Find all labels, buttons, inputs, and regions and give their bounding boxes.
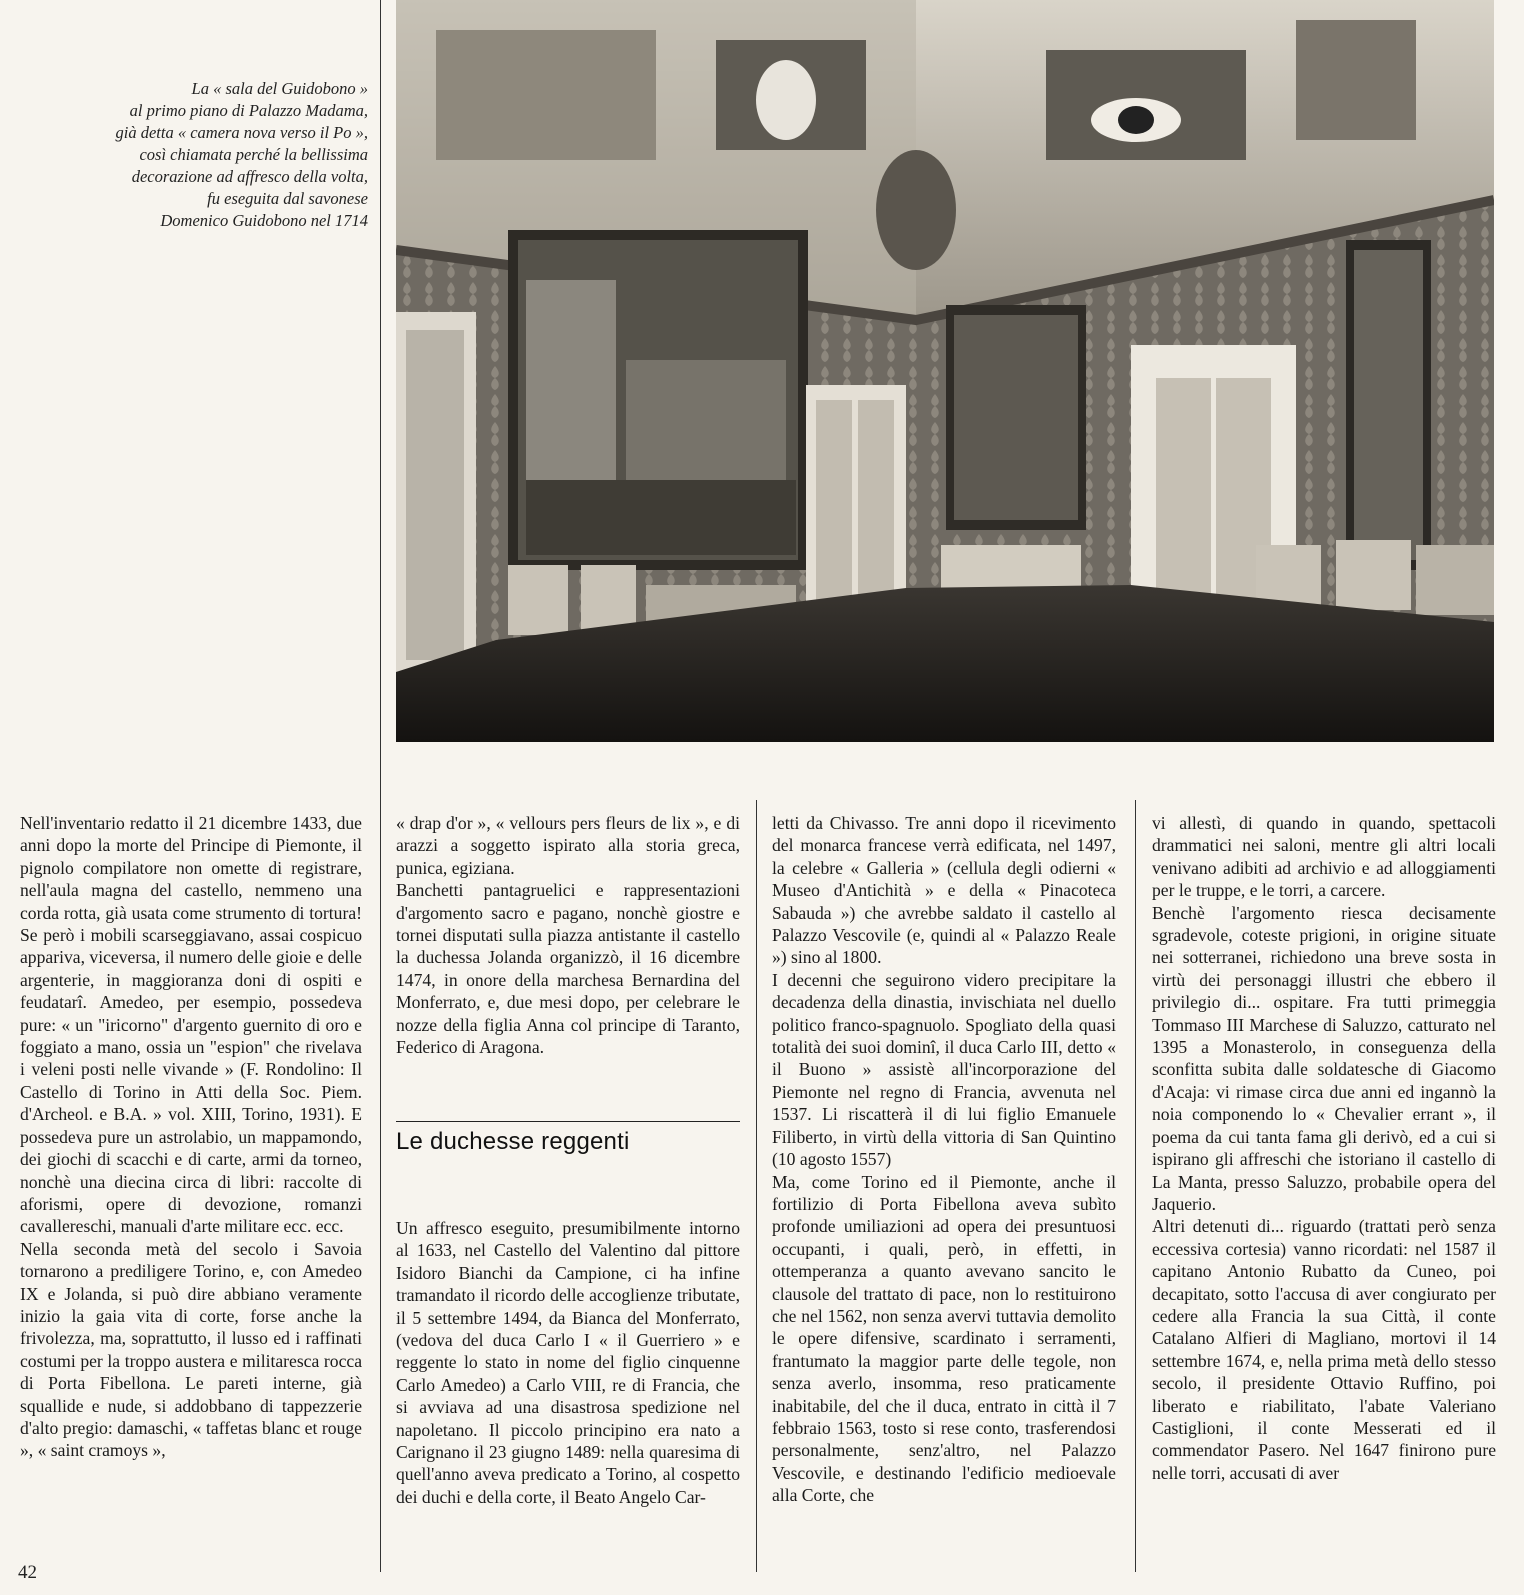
paragraph: Altri detenuti di... riguardo (trattati però senza eccessiva cortesia) vanno ricordati: nel 1587 il capitano Antonio Rubatto da Cuneo, poi decapitato, sotto l'accusa di aver congiurato per cedere alla Francia la sua Città, il conte Catalano Alfieri di Magliano, mortovi il 14 settembre 1674, e, nella prima metà dello stesso secolo, il presidente Ottavio Ruffino, poi liberato e riabilitato, l'abate Valeriano Castiglioni, il conte Messerati ed il commendator Pasero. Nel 1647 finirono pure nelle torri, accusati di aver [1152, 1216, 1496, 1483]
section-heading: Le duchesse reggenti [396, 1128, 630, 1155]
caption-line: fu eseguita dal savonese [207, 189, 368, 208]
paragraph: Un affresco eseguito, presumibilmente intorno al 1633, nel Castello del Valentino dal pittore Isidoro Bianchi da Campione, ci ha infine tramandato il ricordo delle accoglienze tributate, il 5 settembre 1494, da Bianca del Monferrato, (vedova del duca Carlo I « il Guerriero » e reggente lo stato in nome del figlio cinquenne Carlo Amedeo) a Carlo VIII, re di Francia, che si avviava ad una disastrosa spedizione nel napoletano. Il piccolo principino era nato a Carignano il 23 giugno 1489: nella quaresima di quell'anno aveva predicato a Torino, al cospetto dei duchi e della corte, il Beato Angelo Car- [396, 1218, 740, 1507]
caption-line: al primo piano di Palazzo Madama, [129, 101, 368, 120]
text-column-2-bottom [396, 1217, 740, 1508]
column-divider [1135, 800, 1136, 1572]
heading-rule [396, 1121, 740, 1122]
paragraph: I decenni che seguirono videro precipitare la decadenza della dinastia, invischiata nel duello politico franco-spagnuolo. Spogliato della quasi totalità dei suoi dominî, il duca Carlo III, detto « il Buono » assistè all'incorporazione del Piemonte nel regno di Francia, avvenuta nel 1537. Li riscatterà il di lui figlio Emanuele Filiberto, in virtù della vittoria di San Quintino (10 agosto 1557) [772, 969, 1116, 1170]
room-photo-illustration [396, 0, 1494, 742]
caption-line: già detta « camera nova verso il Po », [115, 123, 368, 142]
caption-line: così chiamata perché la bellissima [139, 145, 368, 164]
room-photo [396, 0, 1494, 742]
paragraph: Benchè l'argomento riesca decisamente sgradevole, coteste prigioni, in origine situate nei sotterranei, richiedono una breve sosta in virtù dei personaggi illustri che ebbero il privilegio di... ospitare. Fra tutti primeggia Tommaso III Marchese di Saluzzo, catturato nel 1395 a Monasterolo, in conseguenza della sconfitta subita dalle soldatesche di Giacomo d'Acaja: vi rimase circa due anni ed ingannò la noia componendo lo « Chevalier errant », il poema da cui tanta fama gli derivò, ed a cui si ispirano gli affreschi che istoriano il castello di La Manta, presso Saluzzo, probabile opera del Jaquerio. [1152, 902, 1496, 1214]
text-column-3 [772, 812, 1116, 1507]
page-number: 42 [18, 1562, 37, 1583]
paragraph: Banchetti pantagruelici e rappresentazioni d'argomento sacro e pagano, nonchè giostre e tornei disputati sulla piazza antistante il castello la duchessa Jolanda organizzò, il 16 dicembre 1474, in onore della marchesa Bernardina del Monferrato, e, due mesi dopo, per celebrare le nozze della figlia Anna col principe di Taranto, Federico di Aragona. [396, 880, 740, 1058]
paragraph: Nell'inventario redatto il 21 dicembre 1433, due anni dopo la morte del Principe di Piemonte, il pignolo compilatore non omette di registrare, nell'aula magna del castello, nemmeno una corda rotta, già usata come strumento di tortura! Se però i mobili scarseggiavano, assai cospicuo appariva, viceversa, il numero delle gioie e delle argenterie, in maggioranza doni di ospiti e feudatarî. Amedeo, per esempio, possedeva pure: « un "iricorno" d'argento guernito di oro e foggiato a mano, ossia un "espion" che rivelava i veleni posti nelle vivande » (F. Rondolino: Il Castello di Torino in Atti della Soc. Piem. d'Archeol. e B.A. » vol. XIII, Torino, 1931). E possedeva pure un astrolabio, un mappamondo, dei giochi di scacchi e di carte, armi da torneo, nonchè una diecina circa di libri: raccolte di aforismi, opere di devozione, romanzi cavallereschi, manuali d'arte militare ecc. ecc. [20, 813, 362, 1237]
text-column-1 [20, 812, 362, 1462]
caption-line: decorazione ad affresco della volta, [131, 167, 368, 186]
paragraph: Nella seconda metà del secolo i Savoia tornarono a prediligere Torino, e, con Amedeo IX e Jolanda, si può dire abbiano veramente inizio la gaia vita di corte, forse anche la frivolezza, ma, soprattutto, il lusso ed i raffinati costumi per la troppo austera e militaresca rocca di Porta Fibellona. Le pareti interne, già squallide e nude, si addobbano di tappezzerie d'alto pregio: damaschi, « taffetas blanc et rouge », « saint cramoys », [20, 1238, 362, 1461]
column-divider [756, 800, 757, 1572]
caption-line: La « sala del Guidobono » [191, 79, 368, 98]
text-column-4 [1152, 812, 1496, 1484]
paragraph: « drap d'or », « vellours pers fleurs de lix », e di arazzi a soggetto ispirato alla storia greca, punica, egiziana. [396, 813, 740, 878]
photo-caption [20, 78, 368, 232]
paragraph: letti da Chivasso. Tre anni dopo il ricevimento del monarca francese verrà edificata, nel 1497, la celebre « Galleria » (cellula degli odierni « Museo d'Antichità » e della « Pinacoteca Sabauda ») che avrebbe saldato il castello al Palazzo Vescovile (e, quindi al « Palazzo Reale ») sino al 1800. [772, 813, 1116, 968]
text-column-2-top [396, 812, 740, 1058]
paragraph: Ma, come Torino ed il Piemonte, anche il fortilizio di Porta Fibellona aveva subìto profonde umiliazioni ad opera dei presuntuosi occupanti, i quali, però, in effetti, in ottemperanza a quanto avevano sancito le clausole del trattato di pace, non lo restituirono che nel 1562, non senza avervi tuttavia demolito le opere difensive, scardinato i serramenti, frantumato la maggior parte delle tegole, non senza averlo, insomma, reso praticamente inabitabile, del che il duca, entrato in città il 7 febbraio 1563, tosto si rese conto, trasferendosi personalmente, senz'altro, nel Palazzo Vescovile, e destinando l'edificio medioevale alla Corte, che [772, 1171, 1116, 1506]
paragraph: vi allestì, di quando in quando, spettacoli drammatici nei saloni, mentre gli altri locali venivano adibiti ad archivio e ad alloggiamenti per le truppe, e le torri, a carcere. [1152, 813, 1496, 901]
caption-line: Domenico Guidobono nel 1714 [160, 211, 368, 230]
column-divider [380, 0, 381, 1572]
